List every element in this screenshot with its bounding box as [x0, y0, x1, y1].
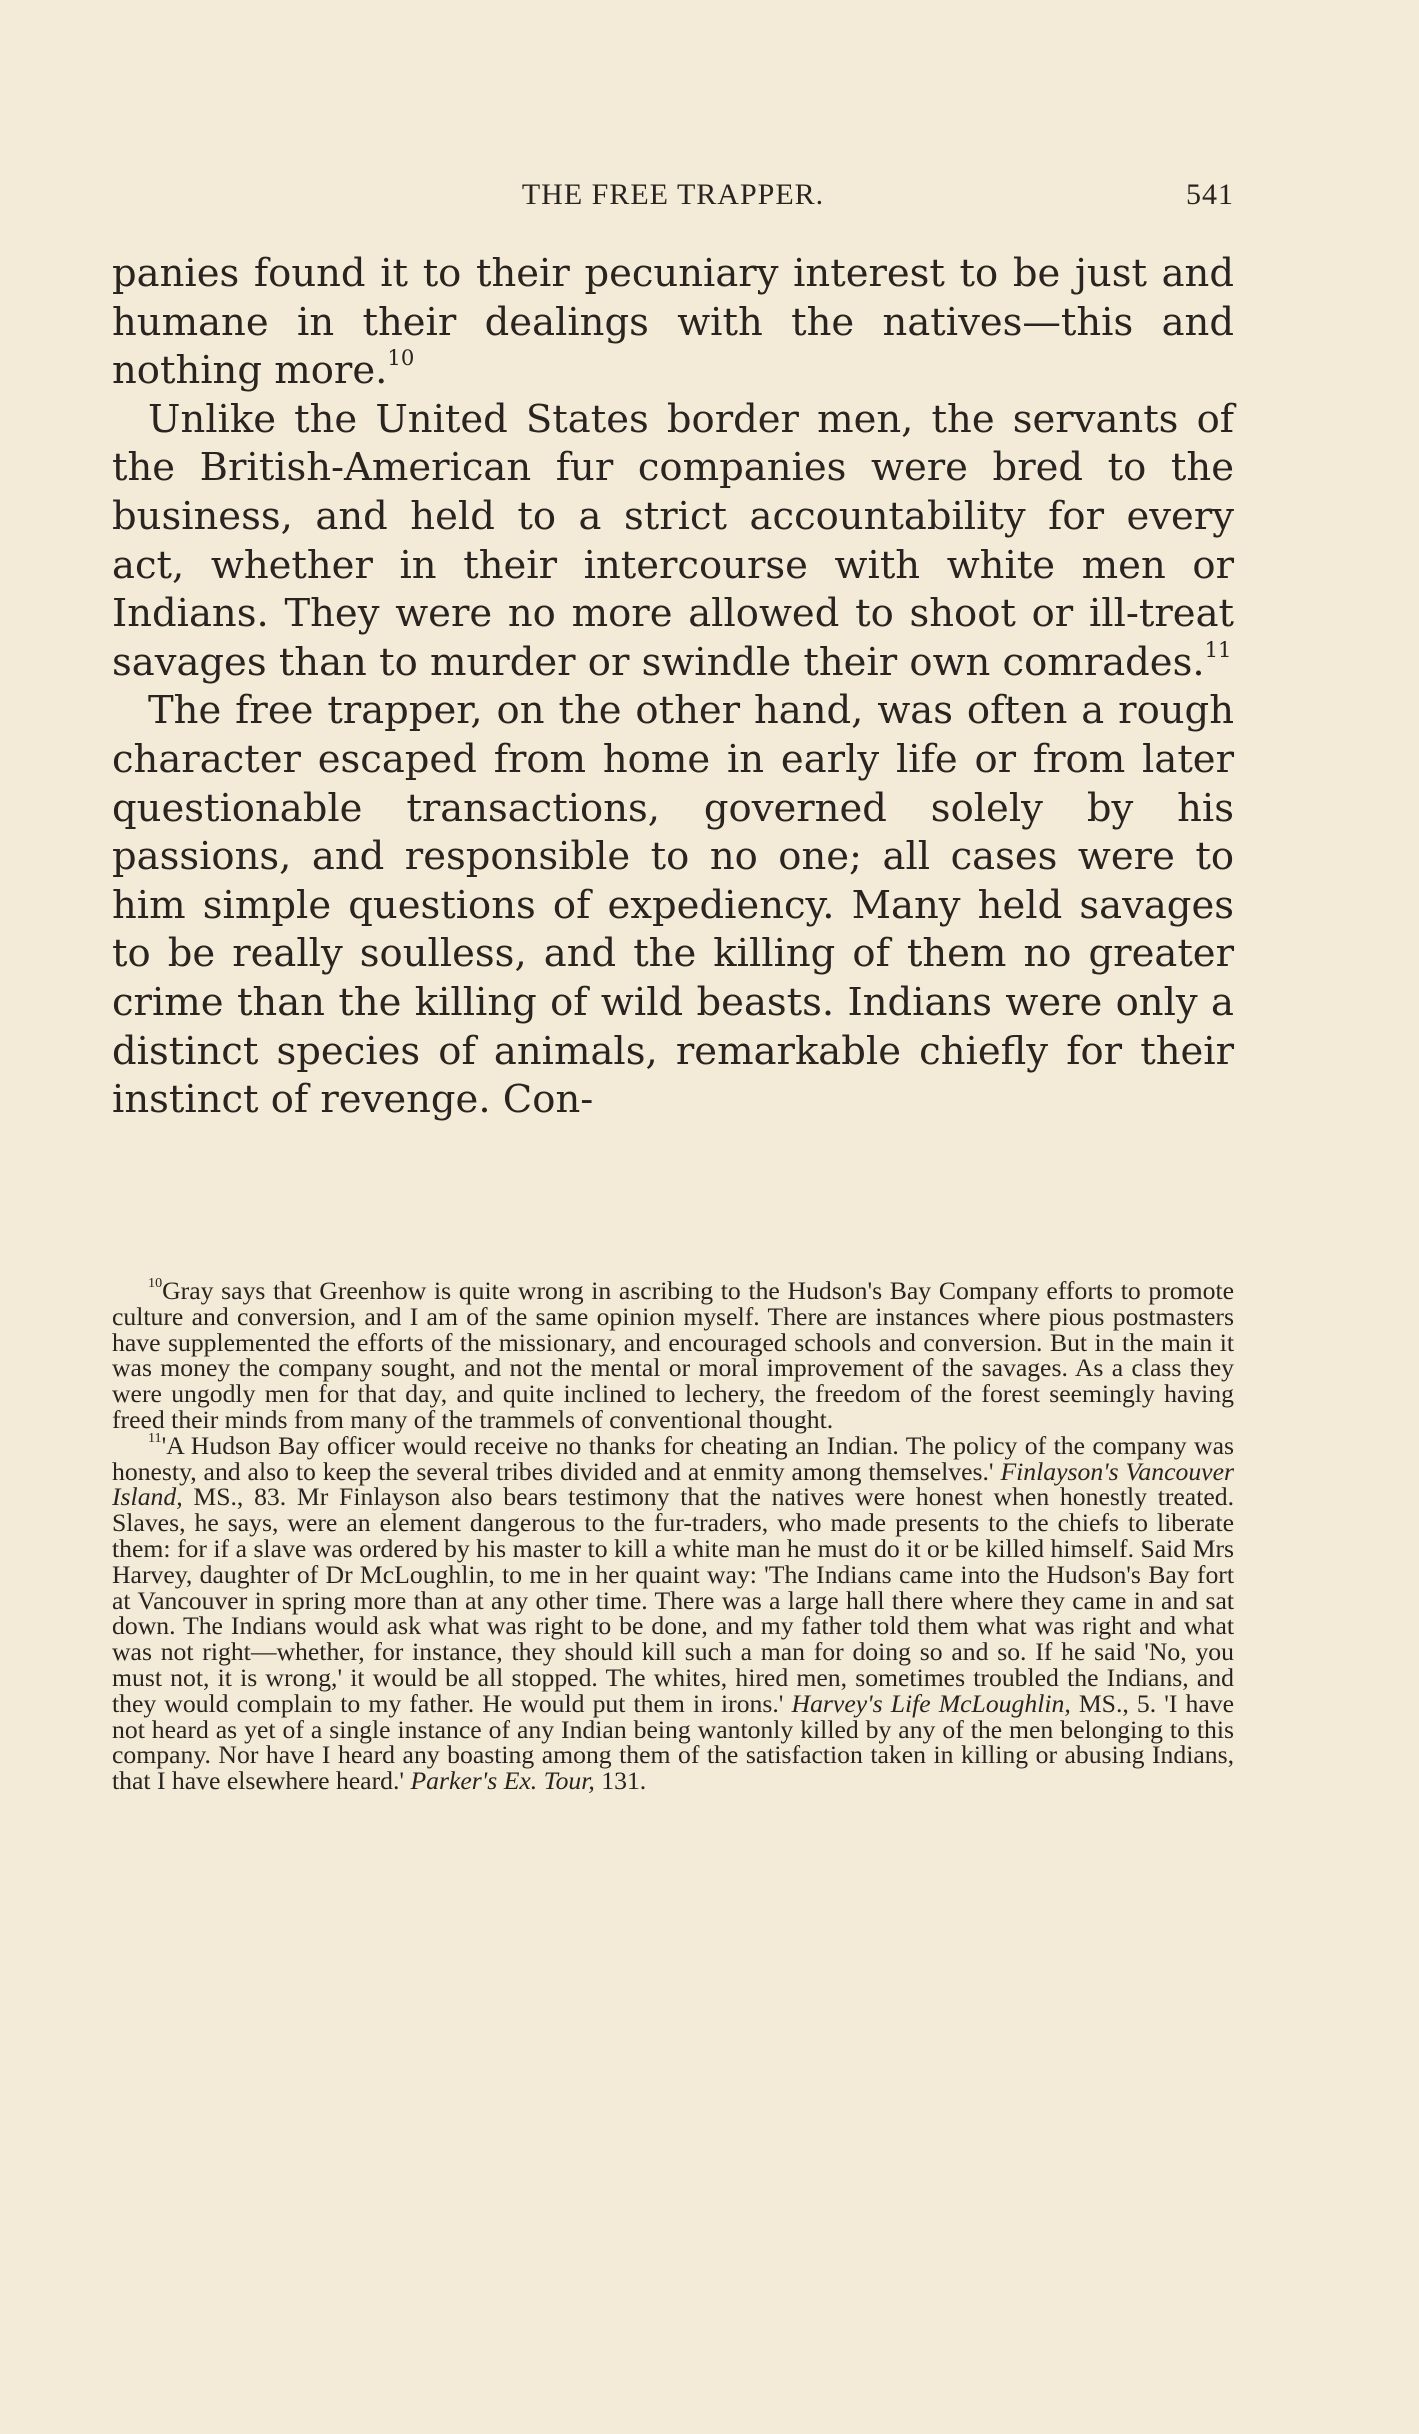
- paragraph-2: [112, 396, 1234, 688]
- paragraph-1: [112, 250, 1234, 396]
- footnote-11-text-d: 131.: [594, 1766, 647, 1796]
- footnote-10: [112, 1275, 1234, 1434]
- running-head: [112, 178, 1234, 222]
- footnote-11-citation-parker: Parker's Ex. Tour,: [410, 1766, 595, 1796]
- footnote-11: [112, 1429, 1234, 1796]
- footnote-11-text-b: MS., 83. Mr Finlayson also bears testimony that the natives were honest when honestly treated. Slaves, he says, were an element dangerous to the fur-traders, who made presents to the chiefs to liberate them: for if a slave was ordered by his master to kill a white man he must do it or be killed himself. Said Mrs Harvey, daughter of Dr McLoughlin, to me in her quaint way: 'The Indians came into the Hudson's Bay fort at Vancouver in spring more than at any other time. There was a large hall there where they came in and sat down. The Indians would ask what was right to be done, and my father told them what was right and what was not right—whether, for instance, they should kill such a man for doing so and so. If he said 'No, you must not, it is wrong,' it would be all stopped. The whites, hired men, sometimes troubled the Indians, and they would complain to my father. He would put them in irons.': [112, 1482, 1234, 1718]
- footnote-11-citation-harvey: Harvey's Life McLoughlin,: [791, 1688, 1071, 1718]
- footnote-11-citation-finlayson: Finlayson's Vancouver Island,: [112, 1456, 1234, 1512]
- paragraph-1-text: panies found it to their pecuniary interest to be just and humane in their dealings with the natives—this and nothing more.: [112, 251, 1234, 394]
- footnote-ref-11: 11: [1204, 636, 1232, 662]
- paragraph-2-text: Unlike the United States border men, the servants of the British-American fur companies were bred to the business, and held to a strict accountability for every act, whether in their intercourse with white men or Indians. They were no more allowed to shoot or ill-treat savages than to murder or swindle their own comrades.: [112, 396, 1234, 685]
- footnote-10-text: Gray says that Greenhow is quite wrong in ascribing to the Hudson's Bay Company efforts to promote culture and conversion, and I am of the same opinion myself. There are instances where pious postmasters have supplemented the efforts of the missionary, and encouraged schools and conversion. But in the main it was money the company sought, and not the mental or moral improvement of the savages. As a class they were ungodly men for that day, and quite inclined to lechery, the freedom of the forest seemingly having freed their minds from many of the trammels of conventional thought.: [112, 1276, 1234, 1434]
- running-title: THE FREE TRAPPER.: [521, 178, 825, 211]
- paragraph-3-text: The free trapper, on the other hand, was often a rough character escaped from home in early life or from later questionable transactions, governed solely by his passions, and responsible to no one; all cases were to him simple questions of expediency. Many held savages to be really soulless, and the killing of them no greater crime than the killing of wild beasts. Indians were only a distinct species of animals, remarkable chiefly for their instinct of revenge. Con-: [112, 688, 1234, 1123]
- footnote-11-marker: 11: [148, 1429, 162, 1446]
- footnote-11-text-c: MS., 5. 'I have not heard as yet of a single instance of any Indian being wantonly killed by any of the men belonging to this company. Nor have I heard any boasting among them of the satisfaction taken in killing or abusing Indians, that I have elsewhere heard.': [112, 1688, 1234, 1796]
- footnote-11-text-a: 'A Hudson Bay officer would receive no thanks for cheating an Indian. The policy of the company was honesty, and also to keep the several tribes divided and at enmity among themselves.': [112, 1430, 1234, 1486]
- page-number: 541: [1186, 178, 1234, 211]
- footnote-10-marker: 10: [148, 1275, 163, 1291]
- footnotes: [112, 1275, 1234, 1796]
- main-text: [112, 250, 1234, 1125]
- paragraph-3: [112, 687, 1234, 1124]
- footnote-ref-10: 10: [387, 345, 415, 371]
